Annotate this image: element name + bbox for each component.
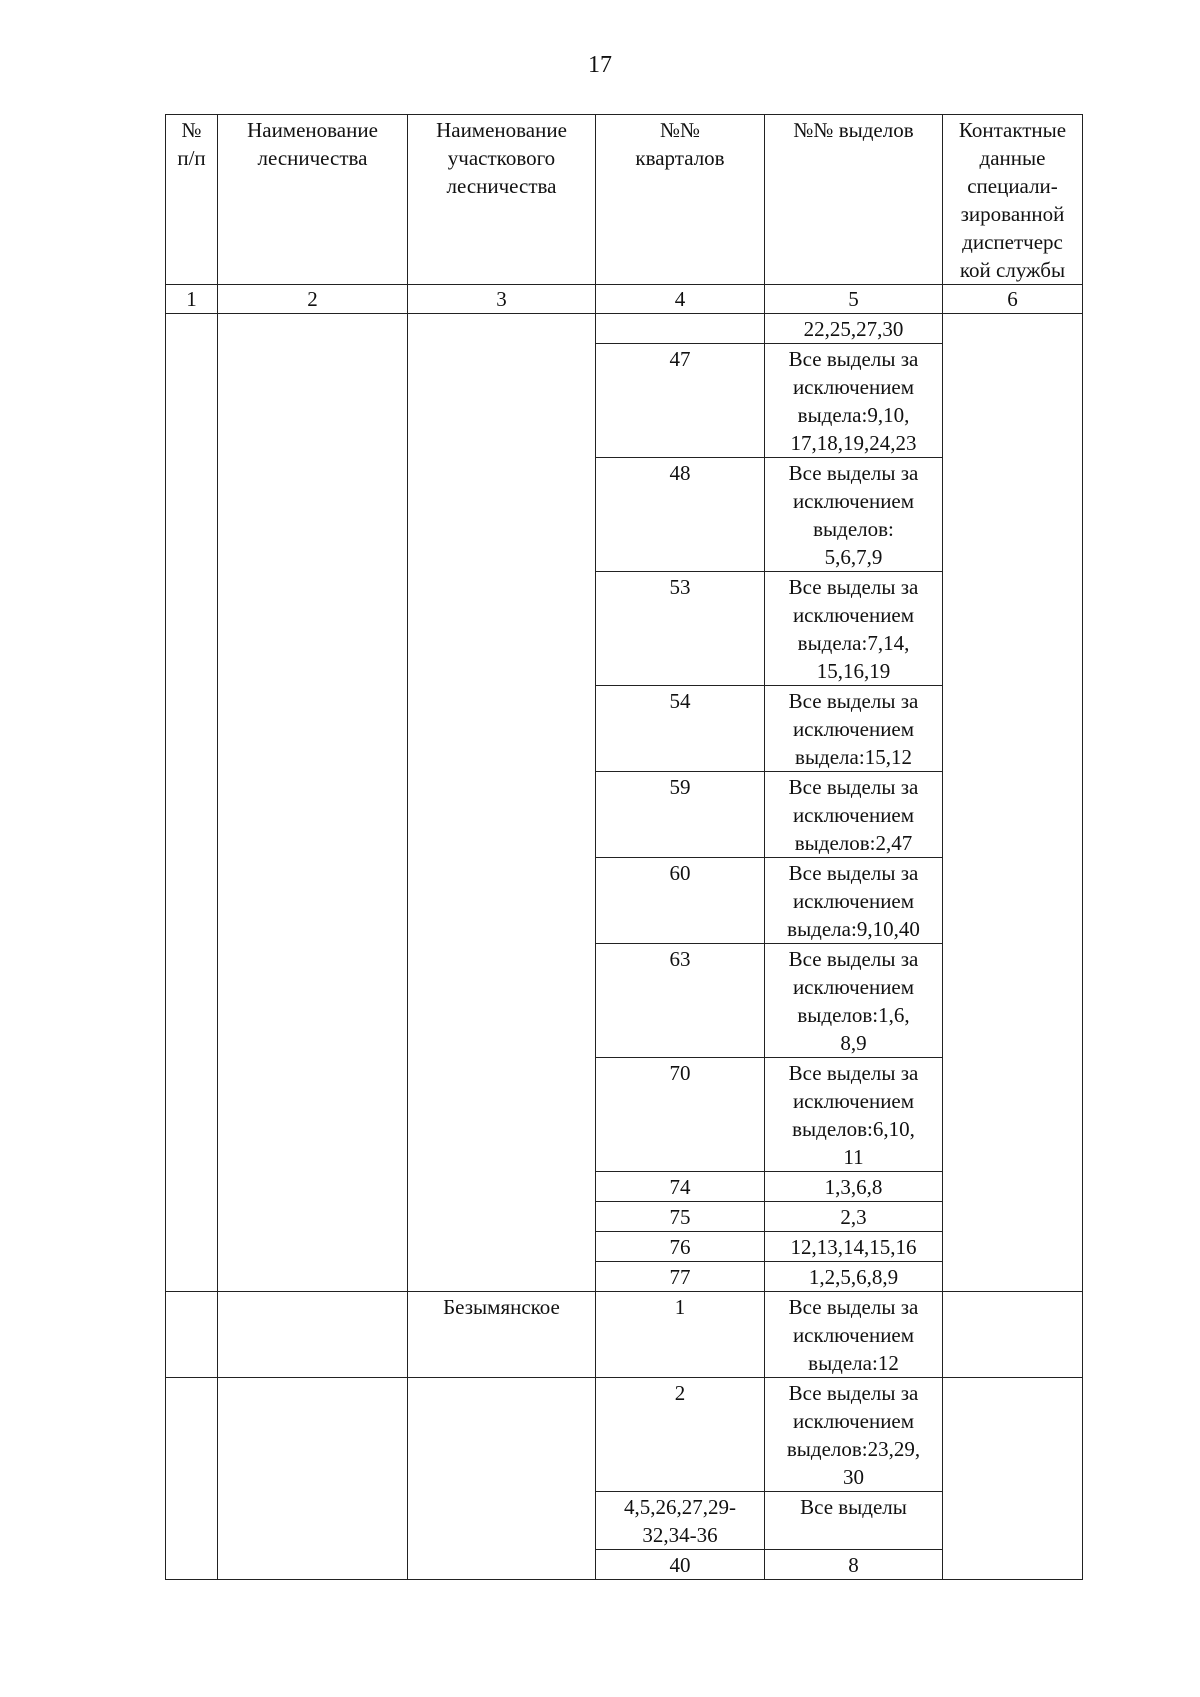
quarter-cell: 4,5,26,27,29- 32,34-36 — [596, 1492, 765, 1550]
quarter-cell: 63 — [596, 944, 765, 1058]
plots-cell: Все выделы за исключением выделов:23,29, 30 — [765, 1378, 943, 1492]
quarter-cell: 53 — [596, 572, 765, 686]
header-dispatch-contacts: Контактные данные специали- зированной диспетчерс кой службы — [943, 115, 1083, 285]
quarter-cell: 47 — [596, 344, 765, 458]
column-number: 3 — [408, 285, 596, 314]
column-number: 4 — [596, 285, 765, 314]
table-row — [166, 1292, 1083, 1378]
plots-cell: Все выделы за исключением выдела:12 — [765, 1292, 943, 1378]
column-number: 1 — [166, 285, 218, 314]
plots-cell: Все выделы за исключением выдела:7,14, 15,16,19 — [765, 572, 943, 686]
plots-cell: Все выделы за исключением выделов:1,6, 8,9 — [765, 944, 943, 1058]
plots-cell: 12,13,14,15,16 — [765, 1232, 943, 1262]
dispatch-contacts-cell — [943, 1292, 1083, 1378]
forestry-name-cell — [218, 314, 408, 1292]
quarter-cell: 70 — [596, 1058, 765, 1172]
column-number: 5 — [765, 285, 943, 314]
header-forestry-name: Наименование лесничества — [218, 115, 408, 285]
dispatch-contacts-cell — [943, 1378, 1083, 1580]
quarter-cell: 60 — [596, 858, 765, 944]
quarter-cell: 74 — [596, 1172, 765, 1202]
quarter-cell: 76 — [596, 1232, 765, 1262]
column-number-row — [166, 285, 1083, 314]
quarter-cell: 54 — [596, 686, 765, 772]
quarter-cell: 48 — [596, 458, 765, 572]
row-number-cell — [166, 314, 218, 1292]
header-district-forestry-name: Наименование участкового лесничества — [408, 115, 596, 285]
column-number: 6 — [943, 285, 1083, 314]
plots-cell: Все выделы за исключением выдела:9,10, 17,18,19,24,23 — [765, 344, 943, 458]
plots-cell: Все выделы за исключением выдела:9,10,40 — [765, 858, 943, 944]
plots-cell: 22,25,27,30 — [765, 314, 943, 344]
plots-cell: Все выделы за исключением выделов:2,47 — [765, 772, 943, 858]
district-forestry-cell — [408, 1378, 596, 1580]
table-row — [166, 314, 1083, 344]
quarter-cell — [596, 314, 765, 344]
forest-plots-table — [165, 114, 1083, 1580]
table-header-row — [166, 115, 1083, 285]
plots-cell: 2,3 — [765, 1202, 943, 1232]
quarter-cell: 40 — [596, 1550, 765, 1580]
quarter-cell: 75 — [596, 1202, 765, 1232]
row-number-cell — [166, 1292, 218, 1378]
plots-cell: Все выделы за исключением выделов: 5,6,7,9 — [765, 458, 943, 572]
plots-cell: Все выделы за исключением выдела:15,12 — [765, 686, 943, 772]
district-forestry-name: Безымянское — [408, 1292, 596, 1378]
header-plots: №№ выделов — [765, 115, 943, 285]
quarter-cell: 2 — [596, 1378, 765, 1492]
plots-cell: 8 — [765, 1550, 943, 1580]
dispatch-contacts-cell — [943, 314, 1083, 1292]
forestry-name-cell — [218, 1378, 408, 1580]
header-number: № п/п — [166, 115, 218, 285]
plots-cell: Все выделы — [765, 1492, 943, 1550]
header-quarters: №№ кварталов — [596, 115, 765, 285]
page-number: 17 — [588, 52, 612, 78]
row-number-cell — [166, 1378, 218, 1580]
forestry-name-cell — [218, 1292, 408, 1378]
plots-cell: 1,3,6,8 — [765, 1172, 943, 1202]
plots-cell: Все выделы за исключением выделов:6,10, 11 — [765, 1058, 943, 1172]
district-forestry-cell — [408, 314, 596, 1292]
table-row — [166, 1378, 1083, 1492]
plots-cell: 1,2,5,6,8,9 — [765, 1262, 943, 1292]
quarter-cell: 1 — [596, 1292, 765, 1378]
column-number: 2 — [218, 285, 408, 314]
quarter-cell: 77 — [596, 1262, 765, 1292]
quarter-cell: 59 — [596, 772, 765, 858]
